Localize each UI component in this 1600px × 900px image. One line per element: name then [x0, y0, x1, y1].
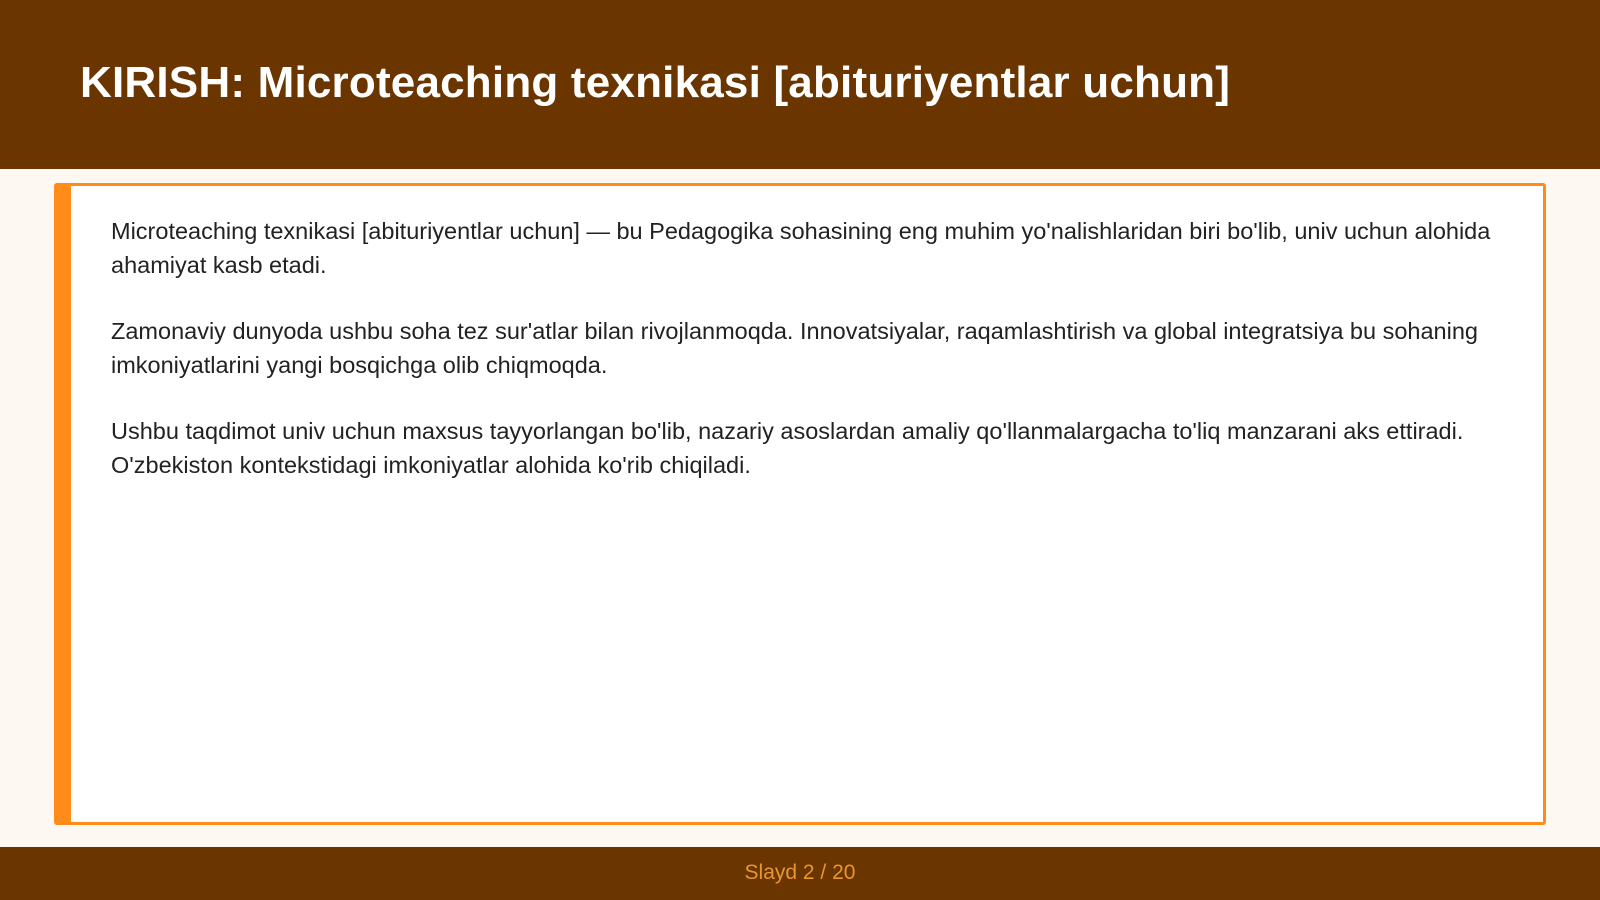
paragraph-summary: Ushbu taqdimot univ uchun maxsus tayyorlangan bo'lib, nazariy asoslardan amaliy qo'llanmalargacha to'liq manzarani aks ettiradi. O'zbekiston kontekstidagi imkoniyatlar alohida ko'rib chiqiladi. — [111, 418, 1464, 478]
content-body — [111, 214, 1491, 514]
slide-title: KIRISH: Microteaching texnikasi [abituriyentlar uchun] — [80, 58, 1231, 107]
paragraph-intro: Microteaching texnikasi [abituriyentlar uchun] — bu Pedagogika sohasining eng muhim yo'nalishlaridan biri bo'lib, univ uchun alohida ahamiyat kasb etadi. — [111, 218, 1491, 278]
content-card — [54, 183, 1546, 825]
slide-header — [0, 0, 1600, 169]
slide-footer — [0, 847, 1600, 900]
slide-counter: Slayd 2 / 20 — [744, 861, 856, 884]
paragraph-modern: Zamonaviy dunyoda ushbu soha tez sur'atlar bilan rivojlanmoqda. Innovatsiyalar, raqamlashtirish va global integratsiya bu sohaning imkoniyatlarini yangi bosqichga olib chiqmoqda. — [111, 318, 1478, 378]
